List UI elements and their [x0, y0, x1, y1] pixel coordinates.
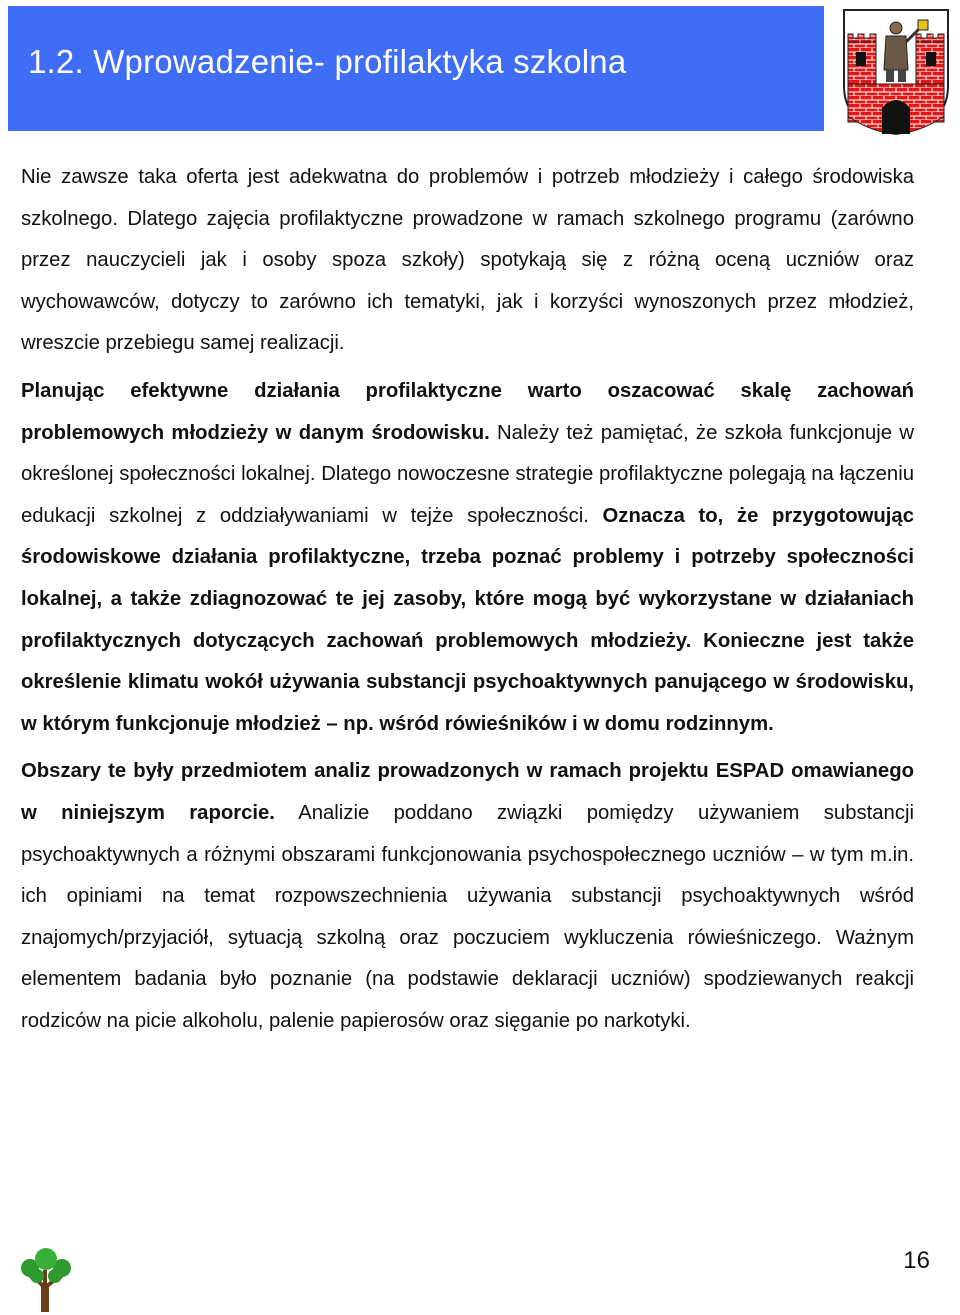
- body-text: [21, 157, 914, 1042]
- tree-logo-icon: [20, 1246, 72, 1312]
- paragraph-intro: Nie zawsze taka oferta jest adekwatna do problemów i potrzeb młodzieży i całego środowiska szkolnego. Dlatego zajęcia profilaktyczne prowadzone w ramach szkolnego programu (zarówno przez nauczycieli jak i osoby spoza szkoły) spotykają się z różną oceną uczniów oraz wychowawców, dotyczy to zarówno ich tematyki, jak i korzyści wynoszonych przez młodzież, wreszcie przebiegu samej realizacji.: [21, 166, 914, 355]
- body-text-span: Analizie poddano związki pomiędzy używaniem substancji psychoaktywnych a różnymi obszarami funkcjonowania psychospołecznego uczniów – w tym m.in. ich opiniami na temat rozpowszechnienia używania substancji psychoaktywnych wśród znajomych/przyjaciół, sytuacją szkolną oraz poczuciem wykluczenia rówieśniczego. Ważnym elementem badania było poznanie (na podstawie deklaracji uczniów) spodziewanych reakcji rodziców na picie alkoholu, palenie papierosów oraz sięganie po narkotyki.: [21, 801, 914, 1032]
- emphasis-text: Obszary te były przedmiotem analiz prowadzonych w ramach projektu ESPAD omawianego w niniejszym raporcie.: [21, 760, 914, 824]
- emphasis-text: Oznacza to, że przygotowując środowiskowe działania profilaktyczne, trzeba poznać problemy i potrzeby społeczności lokalnej, a także zdiagnozować te jej zasoby, które mogą być wykorzystane w działaniach profilaktycznych dotyczących zachowań problemowych młodzieży. Konieczne jest także określenie klimatu wokół używania substancji psychoaktywnych panującego w środowisku, w którym funkcjonuje młodzież – np. wśród rówieśników i w domu rodzinnym.: [21, 504, 914, 735]
- city-coat-of-arms-icon: [842, 8, 950, 136]
- page-number: 16: [903, 1247, 930, 1274]
- section-title: 1.2. Wprowadzenie- profilaktyka szkolna: [28, 43, 627, 80]
- paragraph-planning: [21, 371, 914, 745]
- section-header: [8, 6, 824, 131]
- emphasis-text: Planując efektywne działania profilaktyczne warto oszacować skalę zachowań problemowych młodzieży w danym środowisku.: [21, 379, 914, 444]
- paragraph-espad: [21, 751, 914, 1042]
- body-text-span: Należy też pamiętać, że szkoła funkcjonuje w określonej społeczności lokalnej. Dlatego nowoczesne strategie profilaktyczne polegają na łączeniu edukacji szkolnej z oddziaływaniami w tejże społeczności.: [21, 421, 914, 527]
